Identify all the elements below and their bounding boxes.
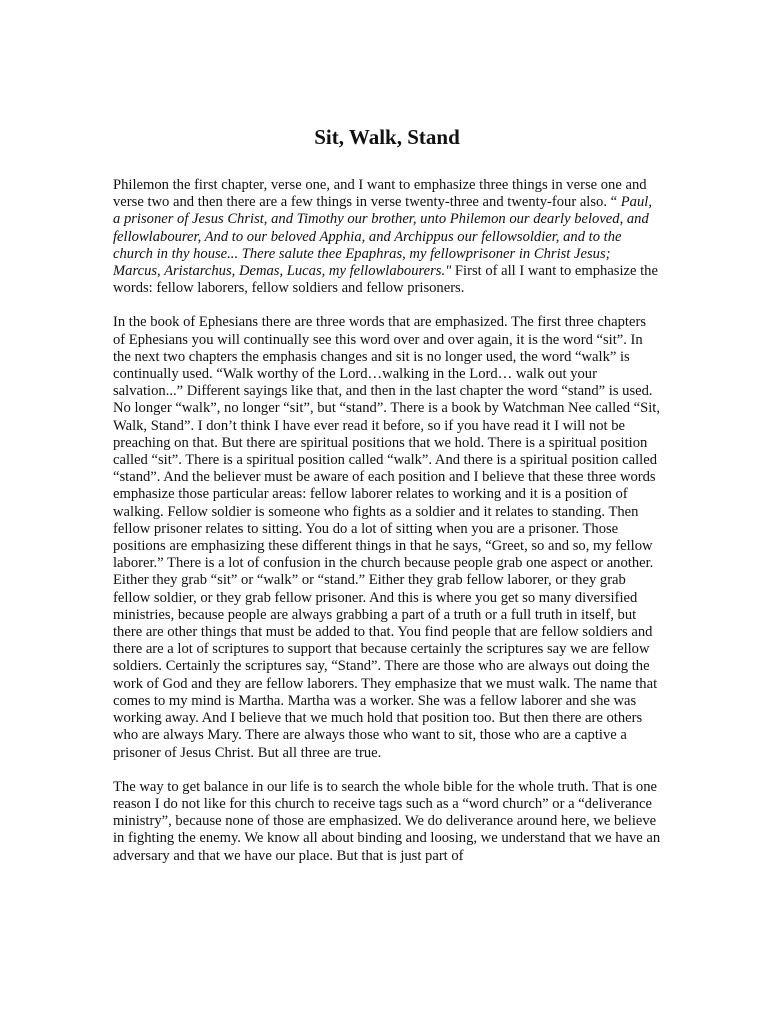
paragraph-balance: The way to get balance in our life is to search the whole bible for the whole truth. That is one reason I do not like for this church to receive tags such as a “word church” or a “deliverance ministry”, because none of those are emphasized. We do deliverance around here, we believe in fighting the enemy. We know all about binding and loosing, we understand that we have an adversary and that we have our place. But that is just part of — [113, 778, 661, 864]
paragraph-ephesians: In the book of Ephesians there are three words that are emphasized. The first three chapters of Ephesians you will continually see this word over and over again, it is the word “sit”. In the next two chapters the emphasis changes and sit is no longer used, the word “walk” is continually used. “Walk worthy of the Lord…walking in the Lord… walk out your salvation...” Different sayings like that, and then in the last chapter the word “stand” is used. No longer “walk”, no longer “sit”, but “stand”. There is a book by Watchman Nee called “Sit, Walk, Stand”. I don’t think I have ever read it before, so if you have read it I will not be preaching on that. But there are spiritual positions that we hold. There is a spiritual position called “sit”. There is a spiritual position called “walk”. And there is a spiritual position called “stand”. And the believer must be aware of each position and I believe that these three words emphasize those particular areas: fellow laborer relates to working and it is a position of walking. Fellow soldier is someone who fights as a soldier and it relates to standing. Then fellow prisoner relates to sitting. You do a lot of sitting when you are a prisoner. Those positions are emphasizing these different things in that he says, “Greet, so and so, my fellow laborer.” There is a lot of confusion in the church because people grab one aspect or another. Either they grab “sit” or “walk” or “stand.” Either they grab fellow laborer, or they grab fellow soldier, or they grab fellow prisoner. And this is where you get so many diversified ministries, because people are always grabbing a part of a truth or a full truth in itself, but there are other things that must be added to that. You find people that are fellow soldiers and there are a lot of scriptures to support that because certainly the scriptures say we are fellow soldiers. Certainly the scriptures say, “Stand”. There are those who are always out doing the work of God and they are fellow laborers. They emphasize that we must walk. The name that comes to my mind is Martha. Martha was a worker. She was a fellow laborer and she was working away. And I believe that we much hold that position too. But then there are others who are always Mary. There are always those who want to sit, those who are a captive a prisoner of Jesus Christ. But all three are true. — [113, 314, 661, 761]
document-page — [113, 122, 661, 882]
paragraph-outro-text: First of all I want to emphasize the words: fellow laborers, fellow soldiers and fellow prisoners. — [113, 263, 658, 297]
paragraph-philemon-intro — [113, 177, 661, 297]
paragraph-intro-text: Philemon the first chapter, verse one, and I want to emphasize three things in verse one and verse two and then there are a few things in verse twenty-three and twenty-four also. “ — [113, 177, 647, 211]
document-title: Sit, Walk, Stand — [314, 125, 460, 149]
scripture-quote: Paul, a prisoner of Jesus Christ, and Timothy our brother, unto Philemon our dearly beloved, and fellowlabourer, And to our beloved Apphia, and Archippus our fellowsoldier, and to the church in thy house... There salute thee Epaphras, my fellowprisoner in Christ Jesus; Marcus, Aristarchus, Demas, Lucas, my fellowlabourers." — [113, 194, 652, 280]
